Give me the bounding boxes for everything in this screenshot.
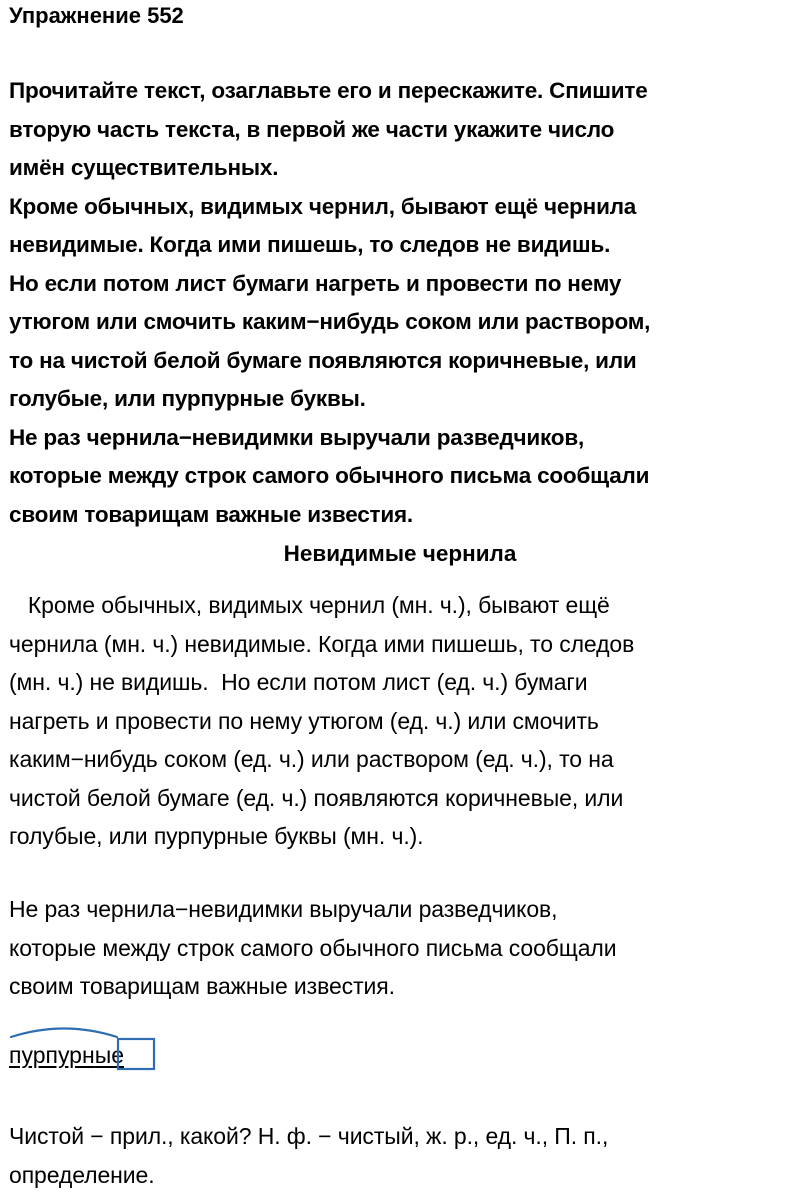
- answer-line: своим товарищам важные известия.: [9, 967, 799, 1006]
- task-line: то на чистой белой бумаге появляются коричневые, или: [9, 342, 799, 381]
- task-text: [9, 72, 799, 534]
- task-line: утюгом или смочить каким−нибудь соком или раствором,: [9, 303, 799, 342]
- task-line: Но если потом лист бумаги нагреть и провести по нему: [9, 265, 799, 304]
- analysis-line: определение.: [9, 1156, 799, 1194]
- morpheme-analysis: [9, 1020, 209, 1080]
- answer-line: нагреть и провести по нему утюгом (ед. ч.) или смочить: [9, 702, 799, 741]
- task-line: Не раз чернила−невидимки выручали разведчиков,: [9, 419, 799, 458]
- task-line: которые между строк самого обычного письма сообщали: [9, 457, 799, 496]
- task-line: своим товарищам важные известия.: [9, 496, 799, 535]
- morpheme-marks: [9, 1020, 209, 1080]
- answer-line: Не раз чернила−невидимки выручали разведчиков,: [9, 890, 799, 929]
- exercise-title: Упражнение 552: [9, 2, 184, 30]
- answer-line: которые между строк самого обычного письма сообщали: [9, 929, 799, 968]
- task-line: голубые, или пурпурные буквы.: [9, 380, 799, 419]
- answer-paragraph-1: [9, 586, 799, 856]
- answer-line: (мн. ч.) не видишь. Но если потом лист (ед. ч.) бумаги: [9, 663, 799, 702]
- word-stem: пурпурн: [9, 1042, 95, 1068]
- stem-arc-icon: [11, 1029, 117, 1038]
- answer-heading: Невидимые чернила: [0, 538, 800, 570]
- word-analysis: [9, 1117, 799, 1194]
- task-line: невидимые. Когда ими пишешь, то следов не видишь.: [9, 226, 799, 265]
- analysis-line: Чистой − прил., какой? Н. ф. − чистый, ж. р., ед. ч., П. п.,: [9, 1117, 799, 1156]
- task-line: Прочитайте текст, озаглавьте его и перескажите. Спишите: [9, 72, 799, 111]
- ending-box-icon: [118, 1039, 154, 1069]
- word-ending: ые: [95, 1042, 124, 1068]
- answer-line: голубые, или пурпурные буквы (мн. ч.).: [9, 817, 799, 856]
- task-line: Кроме обычных, видимых чернил, бывают ещё чернила: [9, 188, 799, 227]
- answer-paragraph-2: [9, 890, 799, 1006]
- answer-line: чернила (мн. ч.) невидимые. Когда ими пишешь, то следов: [9, 625, 799, 664]
- answer-line: Кроме обычных, видимых чернил (мн. ч.), бывают ещё: [9, 586, 799, 625]
- task-line: вторую часть текста, в первой же части укажите число: [9, 111, 799, 150]
- task-line: имён существительных.: [9, 149, 799, 188]
- answer-line: каким−нибудь соком (ед. ч.) или раствором (ед. ч.), то на: [9, 740, 799, 779]
- answer-line: чистой белой бумаге (ед. ч.) появляются коричневые, или: [9, 779, 799, 818]
